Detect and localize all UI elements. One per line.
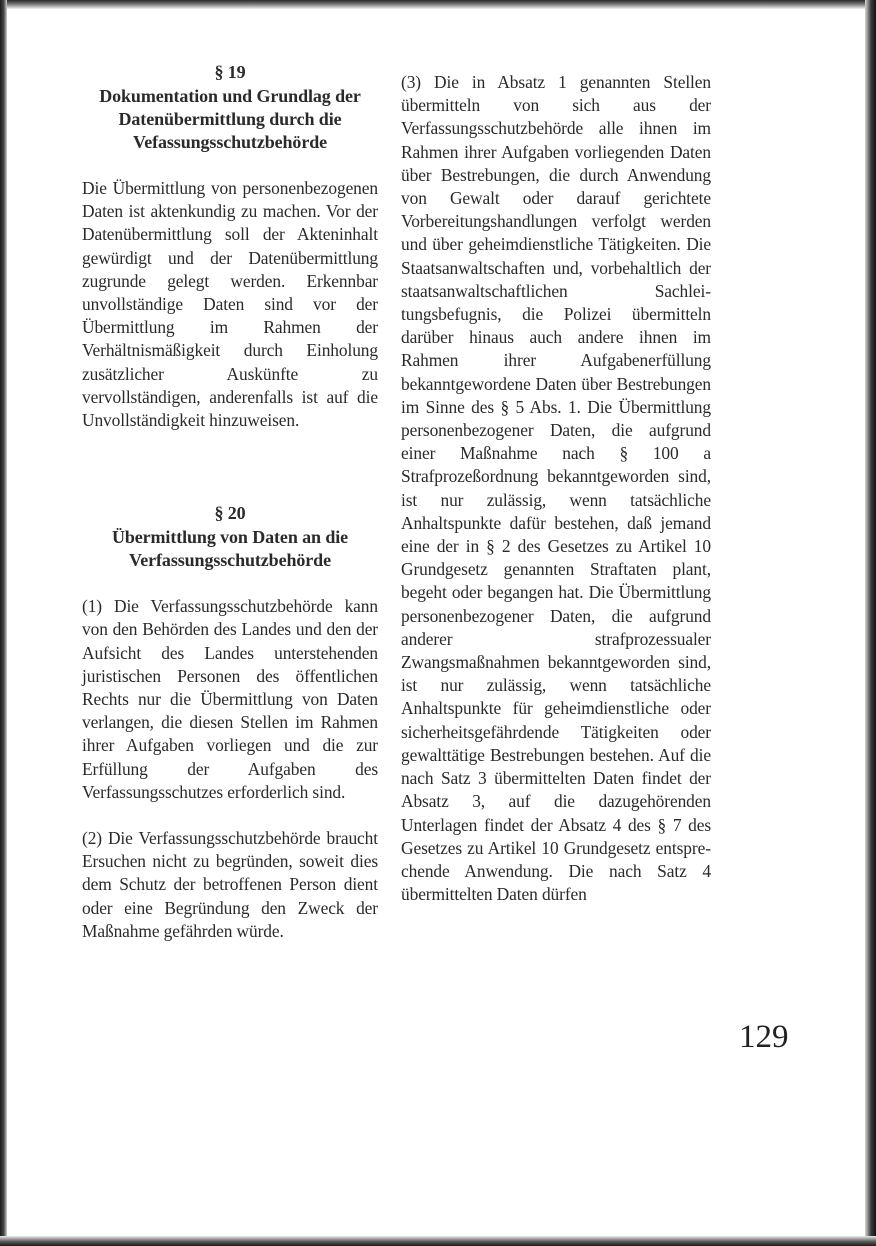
section-19-number: § 19: [214, 62, 246, 82]
section-19-title: Dokumentation und Grundlag der Datenübermittlung durch die Vefassungsschutzbehörde: [99, 86, 361, 152]
scan-edge-left: [0, 0, 7, 1246]
section-20: [82, 501, 378, 943]
section-19-text: Die Übermittlung von personenbezogenen Daten ist aktenkundig zu machen. Vor der Datenübermittlung soll der Akteninhalt gewürdigt und der Datenübermittlung zugrunde gelegt werden. Erkennbar unvollständige Daten sind vor der Übermittlung im Rahmen der Verhältnismäßigkeit durch Einholung zusätzlicher Auskünfte zu vervollständigen, anderenfalls ist auf die Unvollständigkeit hinzuweisen.: [82, 178, 378, 431]
section-20-paragraph-1: (1) Die Verfassungsschutzbehörde kann von den Behörden des Landes und den der Aufsicht des Landes unterstehenden juristischen Personen des öffentlichen Rechts nur die Übermittlung von Daten verlangen, die diesen Stellen im Rahmen ihrer Aufgaben vorliegen und die zur Erfüllung der Aufgaben des Verfassungsschutzes erforderlich sind.: [82, 596, 378, 802]
right-column: [401, 71, 711, 906]
section-20-paragraph-2: (2) Die Verfassungsschutzbehörde braucht Ersuchen nicht zu begründen, soweit dies dem Schutz der betroffenen Person dient oder eine Begründung den Zweck der Maßnahme gefährden würde.: [82, 828, 378, 941]
scan-edge-bottom: [0, 1236, 876, 1246]
page-number: 129: [739, 1019, 789, 1055]
section-20-number: § 20: [214, 503, 246, 524]
section-19: [82, 60, 378, 432]
section-20-paragraph-3: (3) Die in Absatz 1 genannten Stellen übermitteln von sich aus der Verfassungsschutzbehörde alle ihnen im Rahmen ihrer Aufgaben vorliegenden Daten über Bestrebungen, die durch Anwendung von Gewalt oder darauf gerichtete Vorbereitungshandlungen verfolgt werden und über geheimdienstliche Tätigkeiten. Die Staatsanwaltschaften und, vorbehaltlich der staatsanwaltschaftlichen Sachleitungsbefugnis, die Polizei übermitteln darüber hinaus auch andere ihnen im Rahmen ihrer Aufgabenerfüllung bekanntgewordene Daten über Bestrebungen im Sinne des § 5 Abs. 1. Die Übermittlung personenbezogener Daten, die aufgrund einer Maßnahme nach § 100 a Strafprozeßordnung bekanntgeworden sind, ist nur zulässig, wenn tatsächliche Anhaltspunkte dafür bestehen, daß jemand eine der in § 2 des Gesetzes zu Artikel 10 Grundgesetz genannten Straftaten plant, begeht oder begangen hat. Die Übermittlung personenbezogener Daten, die aufgrund anderer strafprozessualer Zwangsmaßnahmen bekanntgeworden sind, ist nur zulässig, wenn tatsächliche Anhaltspunkte für geheimdienstliche oder sicherheitsgefährdende Tätigkeiten oder gewalttätige Bestrebungen bestehen. Auf die nach Satz 3 übermittelten Daten findet der Absatz 3, auf die dazugehörenden Unterlagen findet der Absatz 4 des § 7 des Gesetzes zu Artikel 10 Grundgesetz entsprechende Anwendung. Die nach Satz 4 übermittelten Daten dürfen: [401, 72, 711, 905]
section-20-title: Übermittlung von Daten an die Verfassungsschutzbehörde: [111, 527, 349, 571]
scan-edge-right: [865, 0, 876, 1246]
scan-edge-top: [0, 0, 876, 9]
left-column: [82, 60, 378, 943]
